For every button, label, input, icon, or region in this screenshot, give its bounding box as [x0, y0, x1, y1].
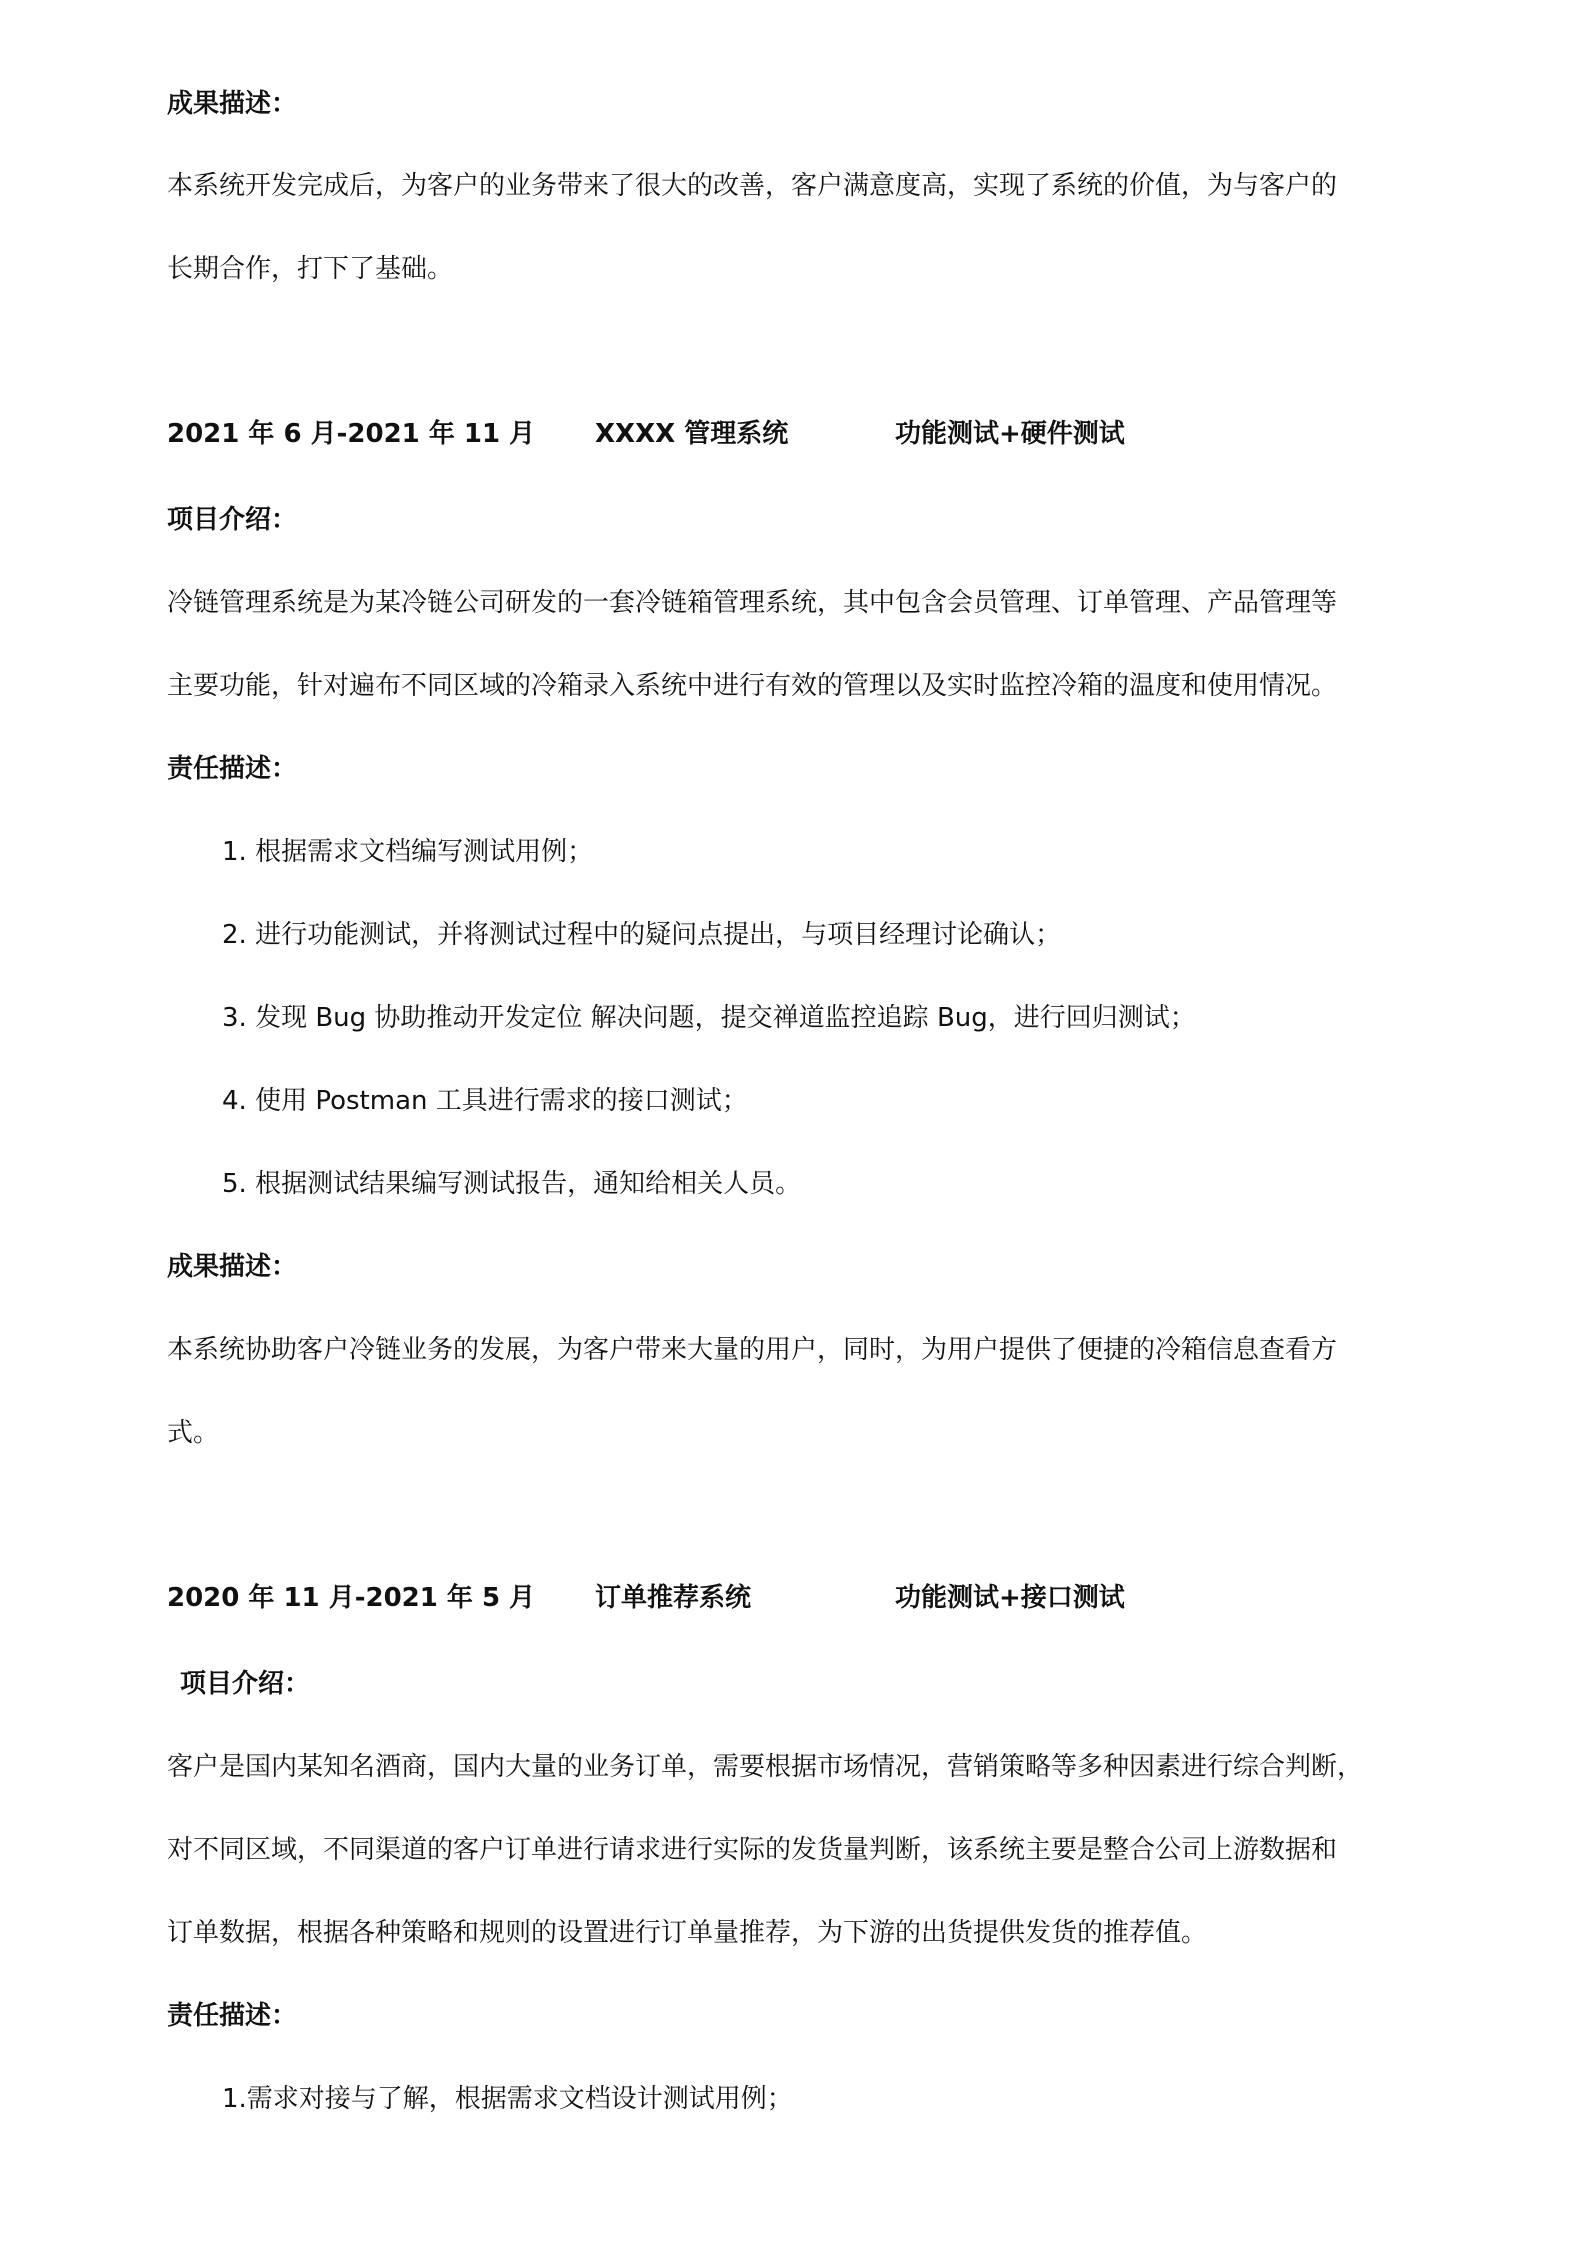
intro-heading: 项目介绍： — [167, 505, 298, 535]
project-period: 2020 年 11 月-2021 年 5 月 — [167, 1583, 536, 1613]
project-role: 功能测试+硬件测试 — [895, 419, 1125, 449]
result-heading: 成果描述： — [167, 1252, 298, 1282]
duty-item: 3. 发现 Bug 协助推动开发定位 解决问题，提交禅道监控追踪 Bug，进行回归测试； — [222, 1003, 1196, 1033]
project-period: 2021 年 6 月-2021 年 11 月 — [167, 419, 536, 449]
project-name: 订单推荐系统 — [595, 1583, 752, 1613]
duty-item: 1.需求对接与了解，根据需求文档设计测试用例； — [222, 2084, 793, 2114]
duty-heading: 责任描述： — [167, 2001, 298, 2031]
result-heading: 成果描述： — [167, 89, 298, 119]
project-name: XXXX 管理系统 — [595, 419, 789, 449]
duty-item: 4. 使用 Postman 工具进行需求的接口测试； — [222, 1086, 748, 1116]
result-text-line: 长期合作，打下了基础。 — [167, 254, 454, 284]
result-text-line: 本系统开发完成后，为客户的业务带来了很大的改善，客户满意度高，实现了系统的价值，为与客户的 — [167, 171, 1338, 201]
intro-text-line: 客户是国内某知名酒商，国内大量的业务订单，需要根据市场情况，营销策略等多种因素进行综合判断， — [167, 1752, 1364, 1782]
intro-text-line: 冷链管理系统是为某冷链公司研发的一套冷链箱管理系统，其中包含会员管理、订单管理、产品管理等 — [167, 588, 1338, 618]
result-text-line: 本系统协助客户冷链业务的发展，为客户带来大量的用户，同时，为用户提供了便捷的冷箱信息查看方 — [167, 1335, 1338, 1365]
intro-text-line: 主要功能，针对遍布不同区域的冷箱录入系统中进行有效的管理以及实时监控冷箱的温度和使用情况。 — [167, 671, 1338, 701]
duty-item: 5. 根据测试结果编写测试报告，通知给相关人员。 — [222, 1169, 802, 1199]
project-role: 功能测试+接口测试 — [895, 1583, 1125, 1613]
duty-item: 1. 根据需求文档编写测试用例； — [222, 837, 594, 867]
duty-item: 2. 进行功能测试，并将测试过程中的疑问点提出，与项目经理讨论确认； — [222, 920, 1062, 950]
result-text-line: 式。 — [167, 1418, 220, 1448]
intro-text-line: 对不同区域，不同渠道的客户订单进行请求进行实际的发货量判断，该系统主要是整合公司上游数据和 — [167, 1835, 1338, 1865]
intro-text-line: 订单数据，根据各种策略和规则的设置进行订单量推荐，为下游的出货提供发货的推荐值。 — [167, 1918, 1208, 1948]
intro-heading: 项目介绍： — [180, 1669, 311, 1699]
duty-heading: 责任描述： — [167, 754, 298, 784]
